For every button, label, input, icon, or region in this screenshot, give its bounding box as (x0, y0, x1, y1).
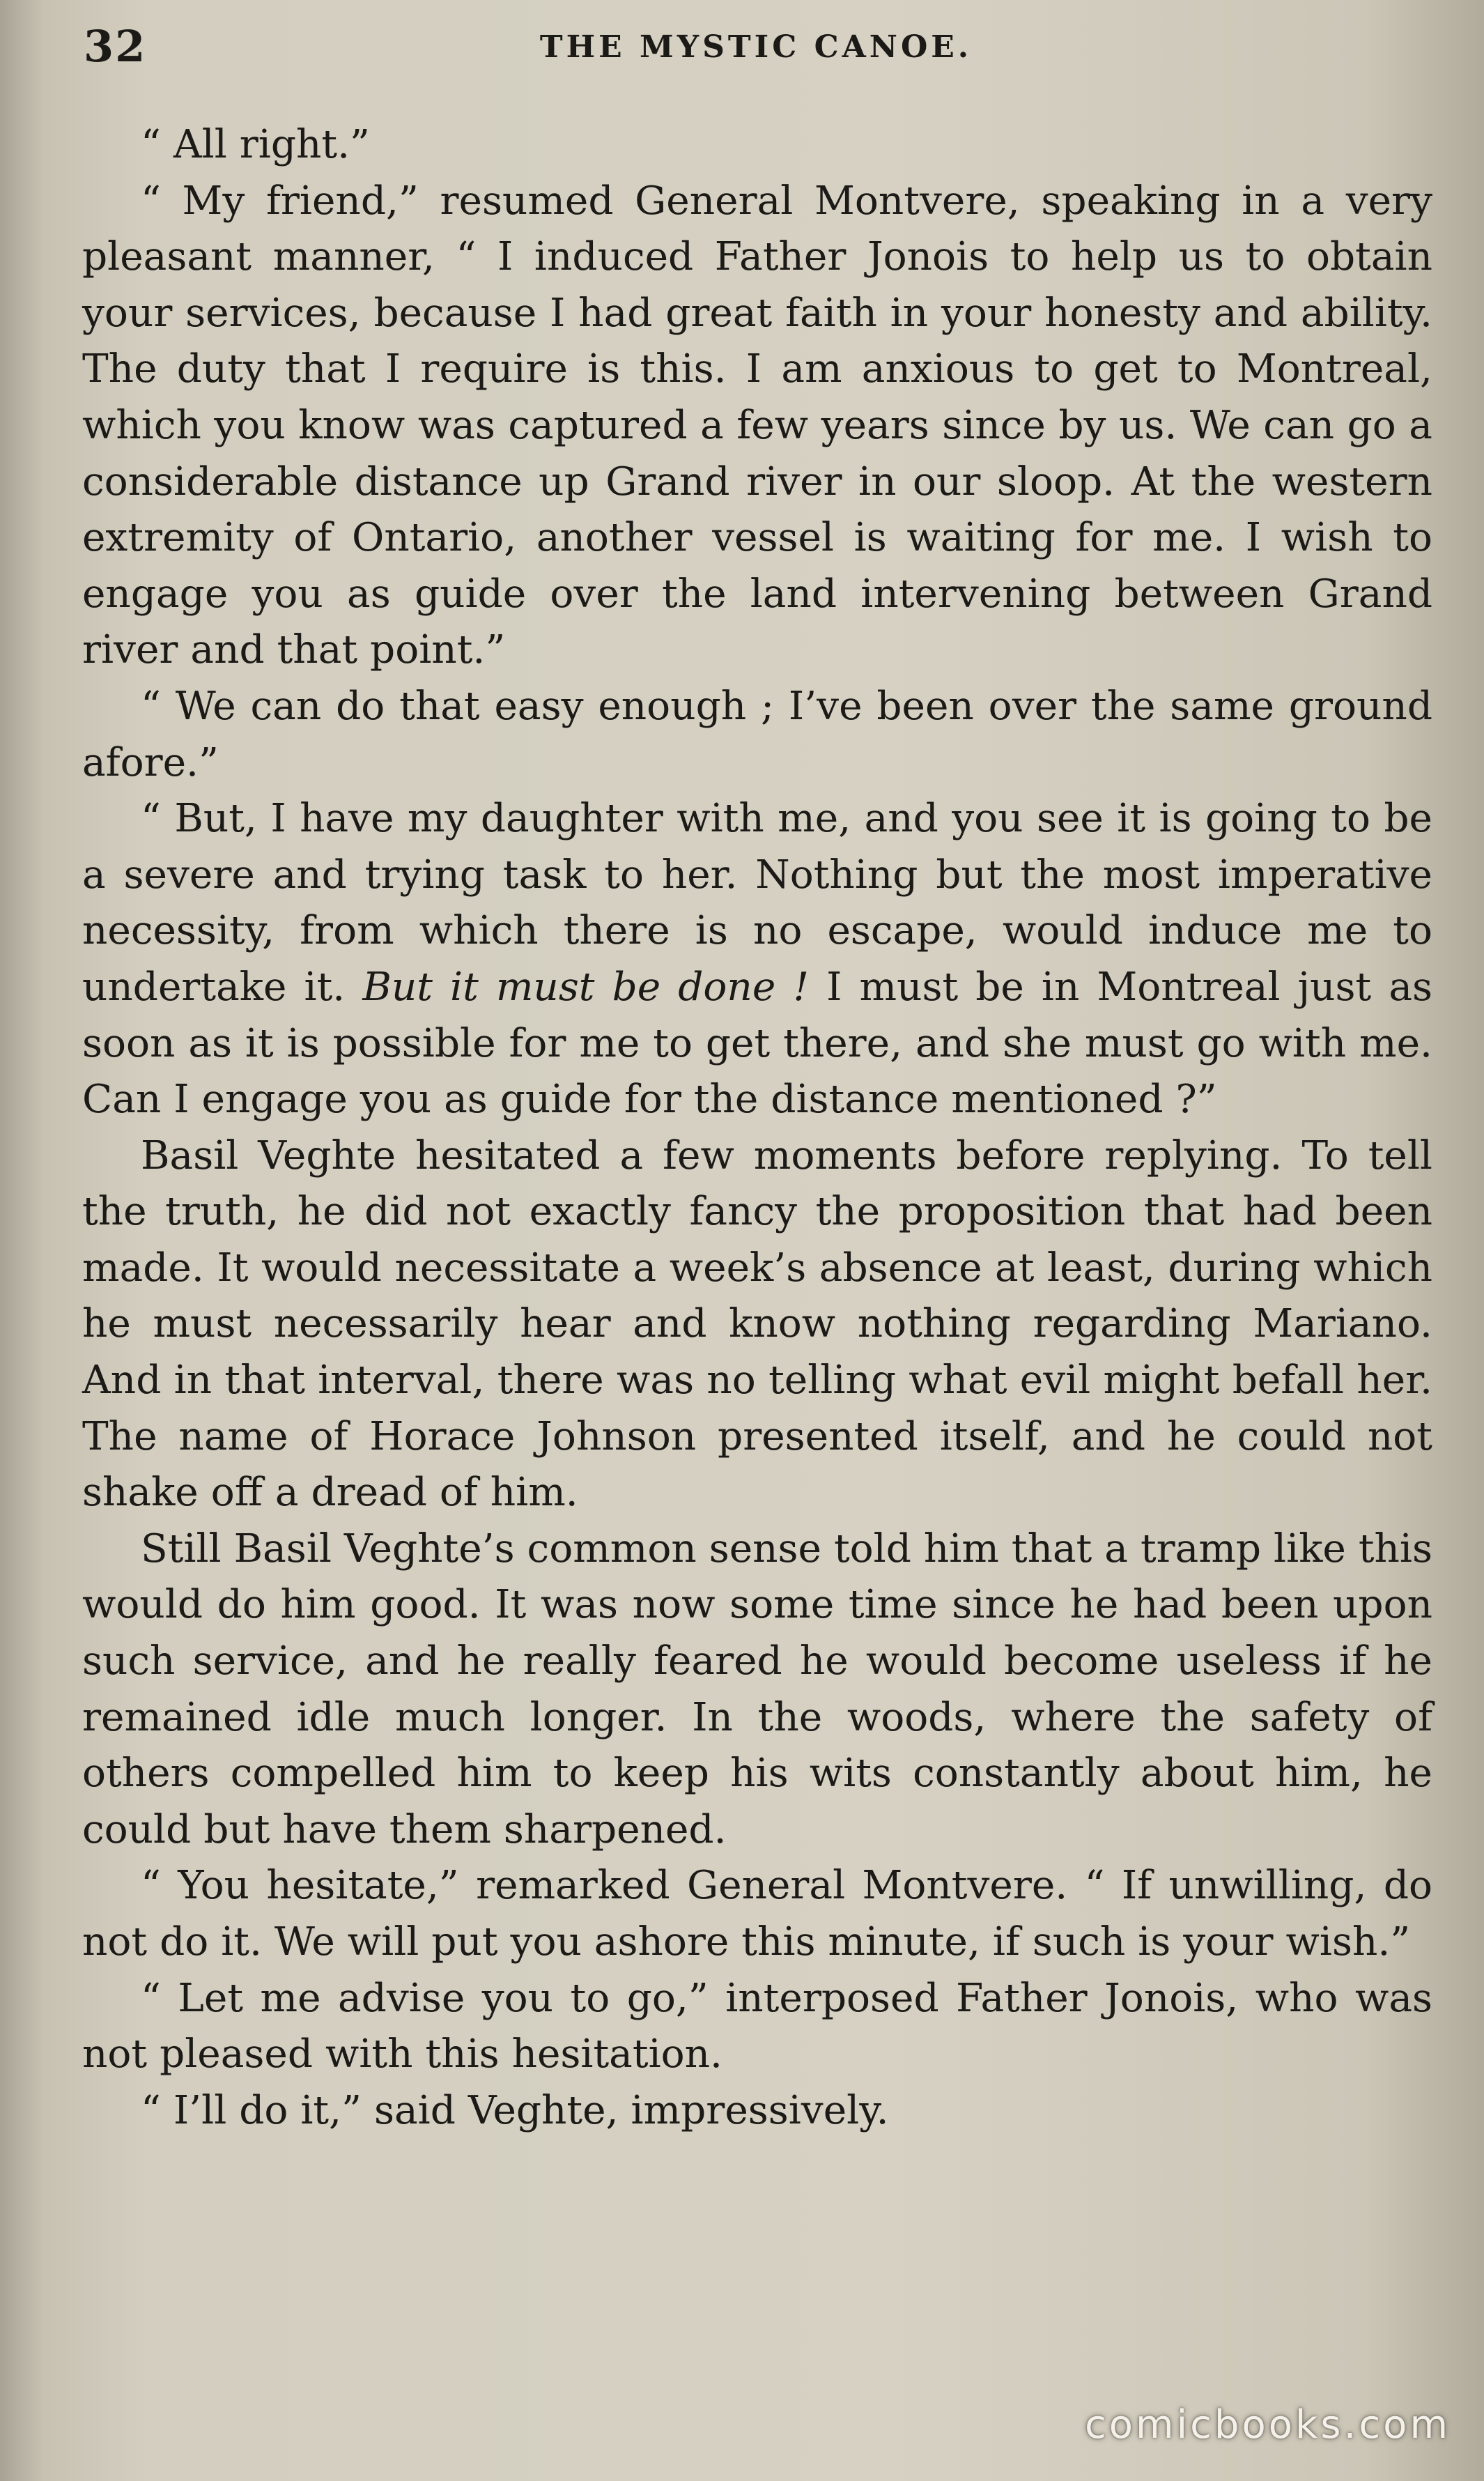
paragraph: “ You hesitate,” remarked General Montvere. “ If unwilling, do not do it. We will put you ashore this minute, if such is your wish.” (82, 1863, 1432, 1965)
paragraph: “ Let me advise you to go,” interposed Father Jonois, who was not pleased with this hesitation. (82, 1975, 1432, 2077)
italic-emphasis: But it must be done ! (362, 964, 810, 1010)
paragraph-text: I must be in Montreal just as soon as it is possible for me to get there, and she must go with me. Can I engage you as guide for the distance mentioned ?” (82, 964, 1433, 1123)
paragraph: “ We can do that easy enough ; I’ve been over the same ground afore.” (82, 683, 1432, 785)
running-head (84, 21, 1428, 77)
paragraph: Still Basil Veghte’s common sense told him that a tramp like this would do him good. It was now some time since he had been upon such service, and he really feared he would become useless if he remained idle much longer. In the woods, where the safety of others compelled him to keep his wits constantly about him, he could but have them sharpened. (82, 1526, 1432, 1852)
paragraph: “ All right.” (141, 122, 370, 167)
running-title: THE MYSTIC CANOE. (539, 29, 973, 65)
body-text (82, 117, 1432, 2139)
paragraph-text: “ But, I have my daughter with me, and you see it is going to be a severe and trying task to her. Nothing but the most imperative necessity, from which there is no escape, would induce me to undertake it. (82, 796, 1432, 1010)
paragraph (82, 791, 1432, 1128)
paragraph: Basil Veghte hesitated a few moments before replying. To tell the truth, he did not exactly fancy the proposition that had been made. It would necessitate a week’s absence at least, during which he must necessarily hear and know nothing regarding Mariano. And in that interval, there was no telling what evil might befall her. The name of Horace Johnson presented itself, and he could not shake off a dread of him. (82, 1132, 1432, 1516)
paragraph: “ My friend,” resumed General Montvere, speaking in a very pleasant manner, “ I induced Father Jonois to help us to obtain your services, because I had great faith in your honesty and ability. The duty that I require is this. I am anxious to get to Montreal, which you know was captured a few years since by us. We can go a considerable distance up Grand river in our sloop. At the western extremity of Ontario, another vessel is waiting for me. I wish to engage you as guide over the land intervening between Grand river and that point.” (82, 178, 1432, 673)
paragraph: “ I’ll do it,” said Veghte, impressively. (141, 2087, 889, 2133)
page-number: 32 (84, 21, 147, 72)
watermark-logo: comicbooks.com (1084, 2402, 1451, 2448)
